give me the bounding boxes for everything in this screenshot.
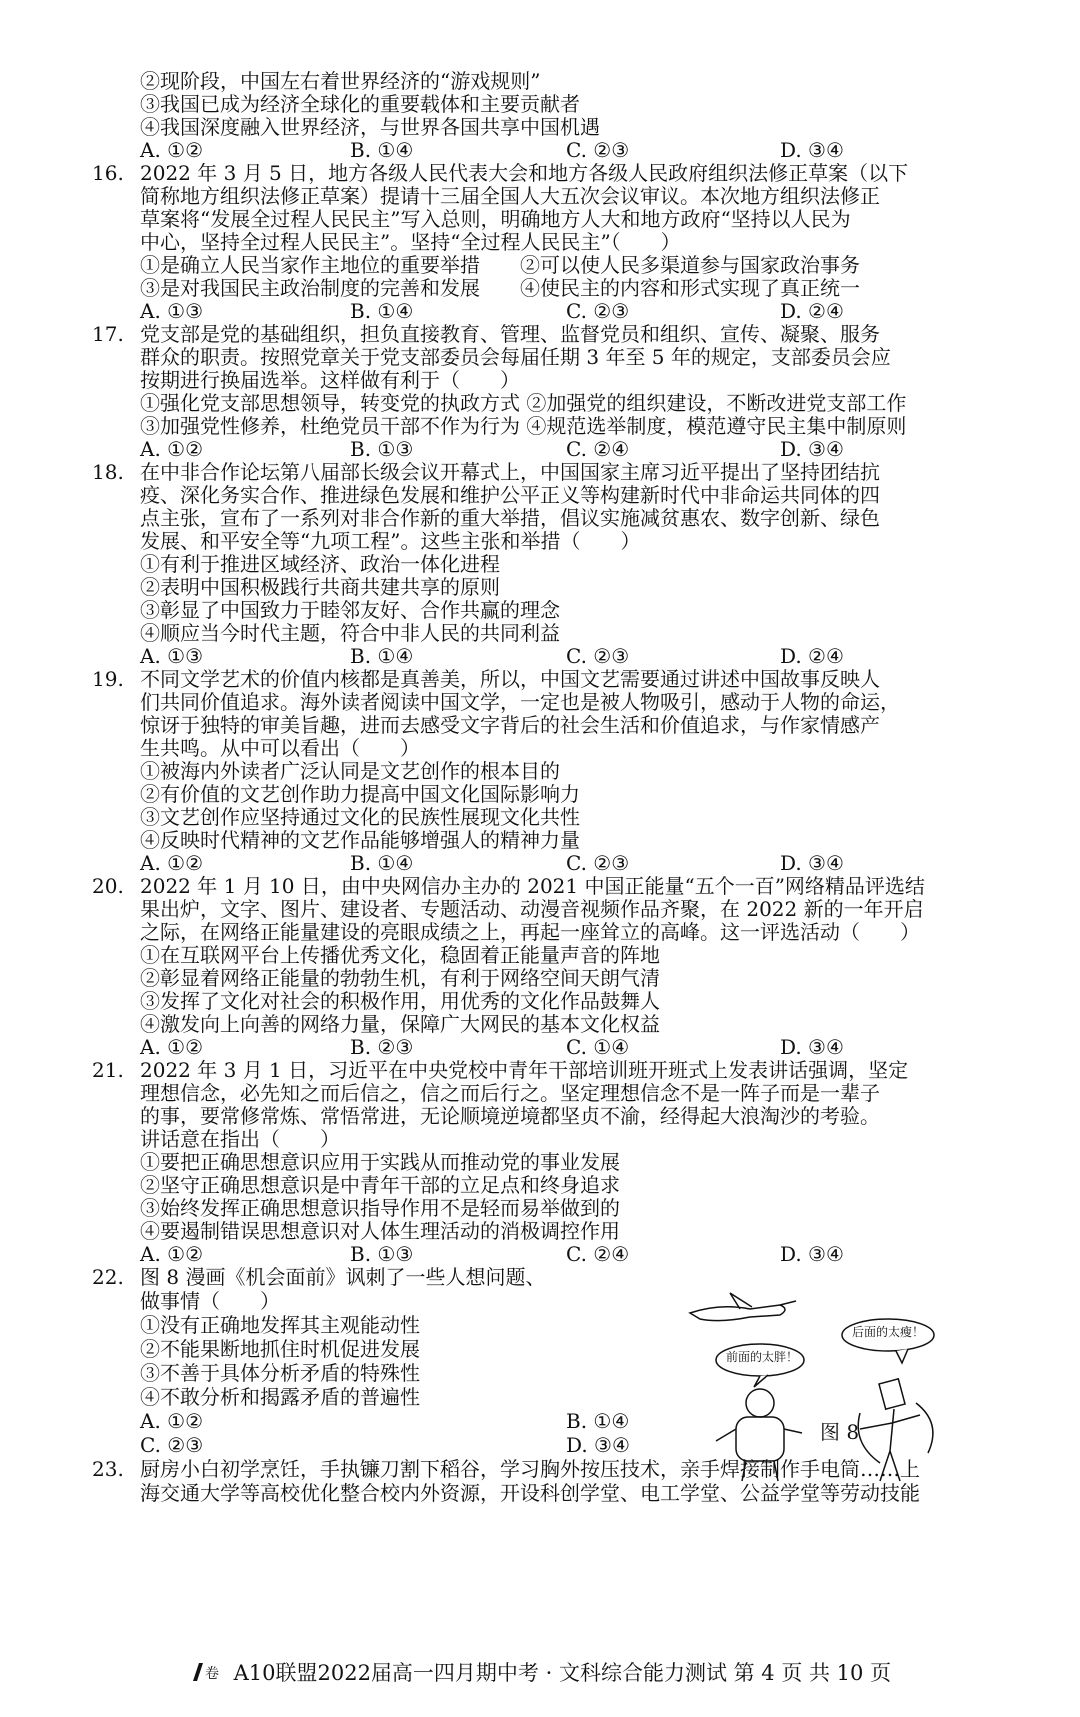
q20-item-1: ①在互联网平台上传播优秀文化，稳固着正能量声音的阵地 <box>140 943 660 967</box>
q18-option-d: D. ②④ <box>780 644 844 668</box>
q19-stem-1: 不同文学艺术的价值内核都是真善美，所以，中国文艺需要通过讲述中国故事反映人 <box>140 667 880 691</box>
q21-number: 21. <box>92 1058 124 1082</box>
q17-options <box>0 437 1080 461</box>
q21-option-a: A. ①② <box>140 1242 204 1266</box>
q17-items-2: ③加强党性修养，杜绝党员干部不作为行为 ④规范选举制度，模范遵守民主集中制原则 <box>140 414 907 438</box>
page-footer <box>0 1657 1080 1688</box>
q19-item-1: ①被海内外读者广泛认同是文艺创作的根本目的 <box>140 759 560 783</box>
q22-number: 22. <box>92 1265 124 1289</box>
q22-item-3: ③不善于具体分析矛盾的特殊性 <box>140 1361 420 1385</box>
q17-stem-1: 党支部是党的基础组织，担负直接教育、管理、监督党员和组织、宣传、凝聚、服务 <box>140 322 880 346</box>
q20-options <box>0 1035 1080 1059</box>
q16-number: 16. <box>92 161 124 185</box>
q18-item-2: ②表明中国积极践行共商共建共享的原则 <box>140 575 500 599</box>
q16-options <box>0 299 1080 323</box>
q21-option-c: C. ②④ <box>566 1242 630 1266</box>
q16-stem-3: 草案将“发展全过程人民民主”写入总则，明确地方人大和地方政府“坚持以人民为 <box>140 207 851 231</box>
q21-options <box>0 1242 1080 1266</box>
footer-text: A10联盟2022届高一四月期中考 · 文科综合能力测试 第 4 页 共 10 页 <box>233 1661 892 1685</box>
q17-option-c: C. ②④ <box>566 437 630 461</box>
q19-stem-3: 惊讶于独特的审美旨趣，进而去感受文字背后的社会生活和价值追求，与作家情感产 <box>140 713 880 737</box>
publisher-logo-icon <box>189 1661 223 1688</box>
q19-item-4: ④反映时代精神的文艺作品能够增强人的精神力量 <box>140 828 580 852</box>
svg-text:卷: 卷 <box>204 1666 219 1682</box>
q18-stem-3: 点主张，宣布了一系列对非合作新的重大举措，倡议实施减贫惠农、数字创新、绿色 <box>140 506 880 530</box>
q15-item-3: ③我国已成为经济全球化的重要载体和主要贡献者 <box>140 92 580 116</box>
q19-stem-2: 们共同价值追求。海外读者阅读中国文学，一定也是被人物吸引，感动于人物的命运， <box>140 690 900 714</box>
q22-item-2: ②不能果断地抓住时机促进发展 <box>140 1337 420 1361</box>
q19-item-2: ②有价值的文艺创作助力提高中国文化国际影响力 <box>140 782 580 806</box>
q20-option-c: C. ①④ <box>566 1035 630 1059</box>
q22-option-a: A. ①② <box>140 1409 204 1433</box>
q15-option-a: A. ①② <box>140 138 204 162</box>
q19-number: 19. <box>92 667 124 691</box>
q18-stem-4: 发展、和平安全等“九项工程”。这些主张和举措（ ） <box>140 529 641 553</box>
q18-options <box>0 644 1080 668</box>
q23-stem-2: 海交通大学等高校优化整合校内外资源，开设科创学堂、电工学堂、公益学堂等劳动技能 <box>140 1481 920 1505</box>
q15-option-c: C. ②③ <box>566 138 630 162</box>
q19-option-d: D. ③④ <box>780 851 844 875</box>
q22-option-b: B. ①④ <box>566 1409 630 1433</box>
q18-stem-2: 疫、深化务实合作、推进绿色发展和维护公平正义等构建新时代中非命运共同体的四 <box>140 483 880 507</box>
q18-option-a: A. ①③ <box>140 644 204 668</box>
q18-item-1: ①有利于推进区域经济、政治一体化进程 <box>140 552 500 576</box>
q20-option-b: B. ②③ <box>350 1035 414 1059</box>
q21-item-3: ③始终发挥正确思想意识指导作用不是轻而易举做到的 <box>140 1196 620 1220</box>
q18-number: 18. <box>92 460 124 484</box>
q21-stem-4: 讲话意在指出（ ） <box>140 1127 340 1151</box>
q22-option-d: D. ③④ <box>566 1433 630 1457</box>
q21-item-1: ①要把正确思想意识应用于实践从而推动党的事业发展 <box>140 1150 620 1174</box>
q19-item-3: ③文艺创作应坚持通过文化的民族性展现文化共性 <box>140 805 580 829</box>
q15-item-4: ④我国深度融入世界经济，与世界各国共享中国机遇 <box>140 115 600 139</box>
q15-item-2: ②现阶段，中国左右着世界经济的“游戏规则” <box>140 69 541 93</box>
q19-option-b: B. ①④ <box>350 851 414 875</box>
q17-option-d: D. ③④ <box>780 437 844 461</box>
q17-number: 17. <box>92 322 124 346</box>
q21-item-2: ②坚守正确思想意识是中青年干部的立足点和终身追求 <box>140 1173 620 1197</box>
q16-option-d: D. ②④ <box>780 299 844 323</box>
q16-stem-2: 简称地方组织法修正草案）提请十三届全国人大五次会议审议。本次地方组织法修正 <box>140 184 880 208</box>
q19-option-a: A. ①② <box>140 851 204 875</box>
q17-items-1: ①强化党支部思想领导，转变党的执政方式 ②加强党的组织建设，不断改进党支部工作 <box>140 391 907 415</box>
q16-stem-4: 中心，坚持全过程人民民主”。坚持“全过程人民民主”（ ） <box>140 230 681 254</box>
q20-item-4: ④激发向上向善的网络力量，保障广大网民的基本文化权益 <box>140 1012 660 1036</box>
q21-option-b: B. ①③ <box>350 1242 414 1266</box>
q18-option-b: B. ①④ <box>350 644 414 668</box>
q21-stem-1: 2022 年 3 月 1 日，习近平在中央党校中青年干部培训班开班式上发表讲话强调，坚定 <box>140 1058 909 1082</box>
q20-stem-2: 果出炉，文字、图片、建设者、专题活动、动漫音视频作品齐聚，在 2022 新的一年开启 <box>140 897 924 921</box>
q17-option-a: A. ①② <box>140 437 204 461</box>
figure-caption: 图 8 <box>820 1420 860 1444</box>
q22-item-4: ④不敢分析和揭露矛盾的普遍性 <box>140 1385 420 1409</box>
q23-stem-1: 厨房小白初学烹饪，手执镰刀割下稻谷，学习胸外按压技术，亲手焊接制作手电筒……上 <box>140 1457 920 1481</box>
q20-option-d: D. ③④ <box>780 1035 844 1059</box>
cartoon-drawing <box>680 1283 980 1483</box>
q19-stem-4: 生共鸣。从中可以看出（ ） <box>140 736 420 760</box>
q20-stem-1: 2022 年 1 月 10 日，由中央网信办主办的 2021 中国正能量“五个一百”网络精品评选结 <box>140 874 925 898</box>
q17-stem-2: 群众的职责。按照党章关于党支部委员会每届任期 3 年至 5 年的规定，支部委员会应 <box>140 345 891 369</box>
q16-items-2: ③是对我国民主政治制度的完善和发展 ④使民主的内容和形式实现了真正统一 <box>140 276 860 300</box>
q19-options <box>0 851 1080 875</box>
q16-items-1: ①是确立人民当家作主地位的重要举措 ②可以使人民多渠道参与国家政治事务 <box>140 253 860 277</box>
q15-option-b: B. ①④ <box>350 138 414 162</box>
q17-stem-3: 按期进行换届选举。这样做有利于（ ） <box>140 368 520 392</box>
q18-stem-1: 在中非合作论坛第八届部长级会议开幕式上，中国国家主席习近平提出了坚持团结抗 <box>140 460 880 484</box>
q16-option-b: B. ①④ <box>350 299 414 323</box>
q20-item-2: ②彰显着网络正能量的勃勃生机，有利于网络空间天朗气清 <box>140 966 660 990</box>
q22-item-1: ①没有正确地发挥其主观能动性 <box>140 1313 420 1337</box>
q22-stem-1: 图 8 漫画《机会面前》讽刺了一些人想问题、 <box>140 1265 546 1289</box>
q21-item-4: ④要遏制错误思想意识对人体生理活动的消极调控作用 <box>140 1219 620 1243</box>
q20-option-a: A. ①② <box>140 1035 204 1059</box>
q20-number: 20. <box>92 874 124 898</box>
q22-option-c: C. ②③ <box>140 1433 204 1457</box>
q21-stem-2: 理想信念，必先知之而后信之，信之而后行之。坚定理想信念不是一阵子而是一辈子 <box>140 1081 880 1105</box>
q23-number: 23. <box>92 1457 124 1481</box>
q17-option-b: B. ①③ <box>350 437 414 461</box>
bubble-left-text: 前面的太胖！ <box>726 1350 799 1364</box>
q20-item-3: ③发挥了文化对社会的积极作用，用优秀的文化作品鼓舞人 <box>140 989 660 1013</box>
q21-stem-3: 的事，要常修常炼、常悟常进，无论顺境逆境都坚贞不渝，经得起大浪淘沙的考验。 <box>140 1104 880 1128</box>
q16-stem-1: 2022 年 3 月 5 日，地方各级人民代表大会和地方各级人民政府组织法修正草案（以下 <box>140 161 909 185</box>
q16-option-a: A. ①③ <box>140 299 204 323</box>
q15-options <box>0 138 1080 162</box>
q19-option-c: C. ②③ <box>566 851 630 875</box>
q20-stem-3: 之际，在网络正能量建设的亮眼成绩之上，再起一座耸立的高峰。这一评选活动（ ） <box>140 920 920 944</box>
q22-stem-2: 做事情（ ） <box>140 1289 280 1313</box>
q18-item-3: ③彰显了中国致力于睦邻友好、合作共赢的理念 <box>140 598 560 622</box>
q21-option-d: D. ③④ <box>780 1242 844 1266</box>
q16-option-c: C. ②③ <box>566 299 630 323</box>
q15-option-d: D. ③④ <box>780 138 844 162</box>
q18-item-4: ④顺应当今时代主题，符合中非人民的共同利益 <box>140 621 560 645</box>
q18-option-c: C. ②③ <box>566 644 630 668</box>
bubble-right-text: 后面的太瘦！ <box>852 1325 925 1339</box>
